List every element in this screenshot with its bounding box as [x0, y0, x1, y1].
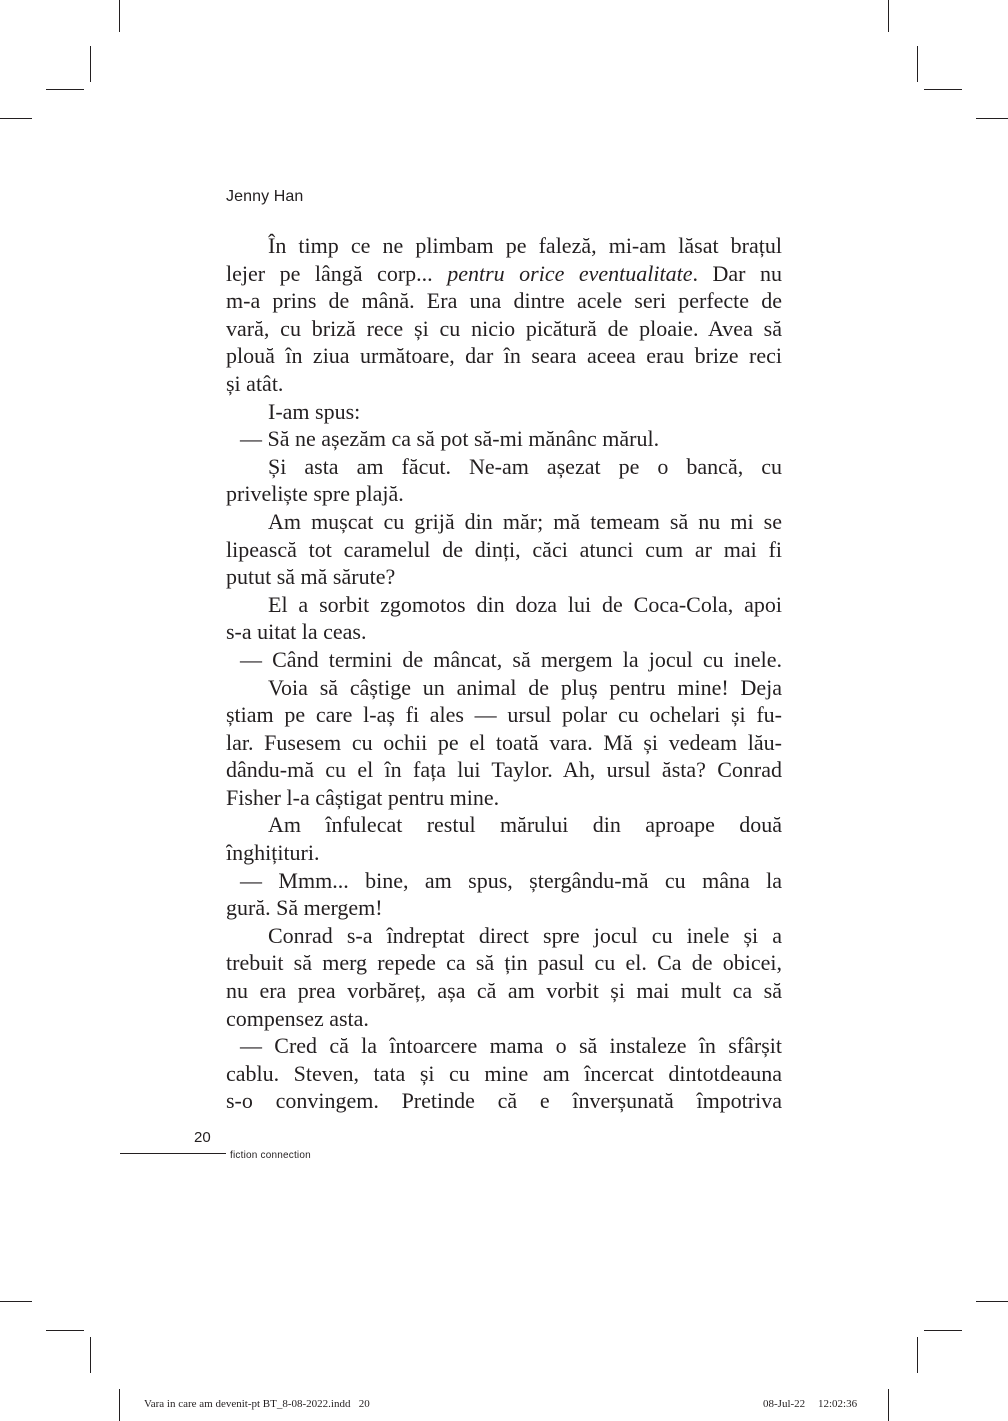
text-line: gură. Să mergem! [226, 895, 383, 921]
dialogue-line: — Când termini de mâncat, să mergem la jocul cu inele. [240, 646, 782, 672]
dialogue-line: — Să ne așezăm ca să pot să-mi mănânc mărul. [240, 426, 660, 452]
text-line: I-am spus: [268, 398, 361, 424]
slug-file-name: Vara in care am devenit-pt BT_8-08-2022.indd 20 [144, 1398, 370, 1410]
text-line: s-o convingem. Pretinde că e înverșunată împotriva [226, 1088, 782, 1114]
text-span: . Dar nu [692, 260, 782, 286]
crop-mark [119, 1389, 120, 1421]
text-line: cablu. Steven, tata și cu mine am încercat dintotdeauna [226, 1060, 782, 1086]
text-line: lipească tot caramelul de dinți, căci atunci cum ar mai fi [226, 536, 782, 562]
crop-mark [888, 0, 889, 32]
text-line: În timp ce ne plimbam pe faleză, mi-am lăsat brațul [268, 233, 782, 258]
crop-mark [888, 1389, 889, 1421]
text-line: Fisher l-a câștigat pentru mine. [226, 784, 500, 810]
page-number: 20 [194, 1129, 211, 1146]
crop-mark [917, 46, 918, 82]
text-line: trebuit să merg repede ca să țin pasul cu el. Ca de obicei, [226, 950, 782, 976]
text-line: compensez asta. [226, 1005, 369, 1031]
text-line: înghițituri. [226, 840, 320, 866]
slug-time: 12:02:36 [818, 1398, 858, 1410]
crop-mark [90, 46, 91, 82]
text-line: plouă în ziua următoare, dar în seara aceea erau brize reci [226, 343, 782, 369]
text-line: Am înfulecat restul mărului din aproape două [268, 812, 782, 838]
text-line: lar. Fusesem cu ochii pe el toată vara. Mă și vedeam lău- [226, 729, 782, 755]
crop-mark [0, 1301, 32, 1302]
crop-mark [976, 1301, 1008, 1302]
crop-mark [924, 89, 962, 90]
running-head-author: Jenny Han [226, 188, 304, 205]
text-line: și atât. [226, 370, 284, 396]
text-line: vară, cu briză rece și cu nicio picătură de ploaie. Avea să [226, 315, 782, 341]
crop-mark [924, 1330, 962, 1331]
crop-mark [0, 118, 32, 119]
dialogue-line: — Cred că la întoarcere mama o să instaleze în sfârșit [240, 1033, 782, 1059]
text-line: Conrad s-a îndreptat direct spre jocul cu inele și a [268, 922, 782, 948]
text-line: știam pe care l-aș fi ales — ursul polar cu ochelari și fu- [226, 702, 782, 728]
crop-mark [976, 118, 1008, 119]
text-line: Voia să câștige un animal de pluș pentru mine! Deja [268, 674, 782, 700]
text-line: El a sorbit zgomotos din doza lui de Coca-Cola, apoi [268, 591, 782, 617]
text-line: Și asta am făcut. Ne-am așezat pe o bancă, cu [268, 453, 782, 479]
italic-phrase: pentru orice eventualitate [447, 260, 693, 286]
text-line: Am mușcat cu grijă din măr; mă temeam să nu mi se [268, 508, 782, 534]
text-line [226, 260, 782, 288]
slug-date: 08-Jul-22 [763, 1398, 806, 1410]
footer-rule [120, 1153, 226, 1154]
crop-mark [119, 0, 120, 32]
body-text [226, 232, 782, 1115]
imprint-label: fiction connection [230, 1150, 311, 1161]
crop-mark [90, 1337, 91, 1373]
text-line: m-a prins de mână. Era una dintre acele seri perfecte de [226, 288, 782, 314]
text-line: putut să mă sărute? [226, 564, 396, 590]
text-line: s-a uitat la ceas. [226, 619, 367, 645]
crop-mark [46, 1330, 84, 1331]
text-line: priveliște spre plajă. [226, 481, 404, 507]
dialogue-line: — Mmm... bine, am spus, ștergându-mă cu mâna la [240, 867, 782, 893]
text-span: lejer pe lângă corp... [226, 260, 433, 286]
text-line: dându-mă cu el în fața lui Taylor. Ah, ursul ăsta? Conrad [226, 757, 782, 783]
crop-mark [46, 89, 84, 90]
text-line: nu era prea vorbăreț, așa că am vorbit și mai mult ca să [226, 978, 782, 1004]
crop-mark [917, 1337, 918, 1373]
